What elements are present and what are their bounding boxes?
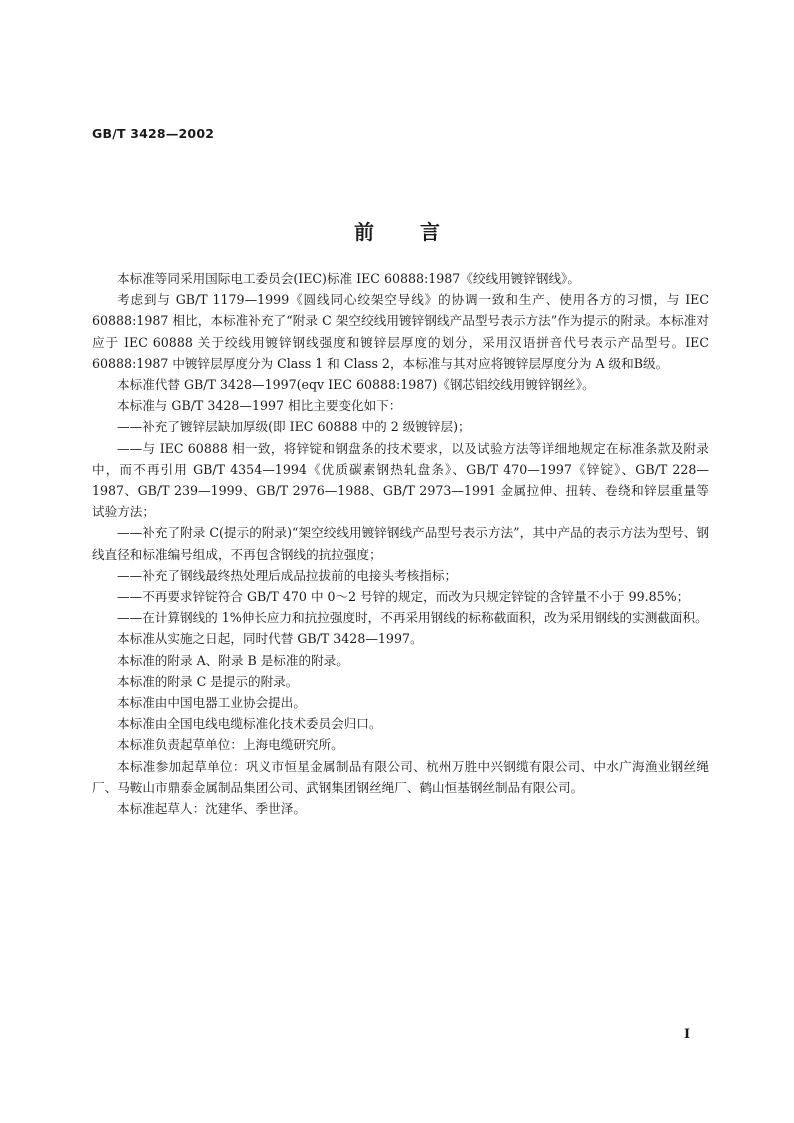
change-item: ——不再要求锌锭符合 GB/T 470 中 0～2 号锌的规定，而改为只规定锌锭的含锌量不小于 99.85%； [117, 589, 690, 605]
paragraph: 本标准由全国电线电缆标准化技术委员会归口。 [117, 716, 382, 732]
change-item: ——补充了附录 C(提示的附录)“架空绞线用镀锌钢线产品型号表示方法”，其中产品的表示方法为型号、钢线直径和标准编号组成，不再包含钢线的抗拉强度； [92, 525, 709, 562]
paragraph: 本标准从实施之日起，同时代替 GB/T 3428—1997。 [117, 631, 423, 647]
paragraph: 本标准由中国电器工业协会提出。 [117, 695, 306, 711]
page-number: I [684, 1027, 691, 1042]
page-title: 前言 [354, 220, 486, 244]
standard-number: GB/T 3428—2002 [92, 126, 215, 141]
paragraph: 本标准等同采用国际电工委员会(IEC)标准 IEC 60888:1987《绞线用镀锌钢线》。 [117, 271, 580, 286]
foreword-body [92, 268, 709, 819]
change-item: ——补充了钢线最终热处理后成品拉拔前的电接头考核指标； [117, 567, 458, 583]
paragraph: 本标准起草人：沈建华、季世泽。 [117, 801, 306, 817]
paragraph: 本标准的附录 A、附录 B 是标准的附录。 [117, 652, 349, 668]
change-item: ——与 IEC 60888 相一致，将锌锭和钢盘条的技术要求，以及试验方法等详细地规定在标准条款及附录中，而不再引用 GB/T 4354—1994《优质碳素钢热轧盘条》、GB/T 470—1997《锌锭》、GB/T 228—1987、GB/T 239—1999、GB/T 2976—1988、GB/T 2973—1991 金属拉伸、扭转、卷绕和锌层重量等试验方法； [92, 440, 709, 520]
change-item: ——补充了镀锌层缺加厚级(即 IEC 60888 中的 2 级镀锌层)； [117, 419, 471, 435]
paragraph: 考虑到与 GB/T 1179—1999《圆线同心绞架空导线》的协调一致和生产、使用各方的习惯，与 IEC 60888:1987 相比，本标准补充了“附录 C 架空绞线用镀锌钢线产品型号表示方法”作为提示的附录。本标准对应于 IEC 60888 关于绞线用镀锌钢线强度和镀锌层厚度的划分，采用汉语拼音代号表示产品型号。IEC 60888:1987 中镀锌层厚度分为 Class 1 和 Class 2，本标准与其对应将镀锌层厚度分为 A 级和B级。 [92, 292, 709, 371]
paragraph: 本标准参加起草单位：巩义市恒星金属制品有限公司、杭州万胜中兴钢缆有限公司、中水广海渔业钢丝绳厂、马鞍山市鼎泰金属制品集团公司、武钢集团钢丝绳厂、鹤山恒基钢丝制品有限公司。 [92, 758, 709, 795]
paragraph: 本标准代替 GB/T 3428—1997(eqv IEC 60888:1987)《钢芯铝绞线用镀锌钢丝》。 [117, 377, 595, 393]
paragraph: 本标准的附录 C 是提示的附录。 [117, 673, 299, 689]
paragraph: 本标准负责起草单位：上海电缆研究所。 [117, 737, 344, 753]
change-item: ——在计算钢线的 1%伸长应力和抗拉强度时，不再采用钢线的标称截面积，改为采用钢线的实测截面积。 [117, 610, 708, 626]
paragraph: 本标准与 GB/T 3428—1997 相比主要变化如下： [117, 398, 402, 414]
